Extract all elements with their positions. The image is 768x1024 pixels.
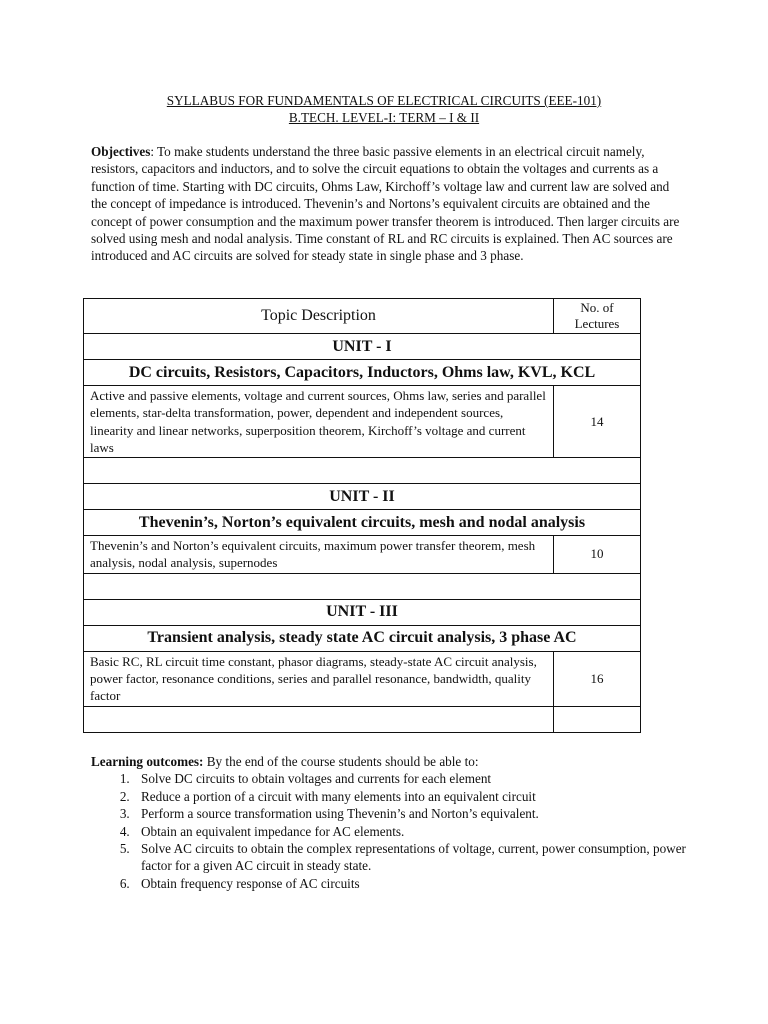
unit-3-lectures: 16 <box>554 651 641 706</box>
unit-2-subtitle: Thevenin’s, Norton’s equivalent circuits, mesh and nodal analysis <box>84 510 641 536</box>
unit-3-subtitle-row <box>84 625 641 651</box>
list-item: 5. Solve AC circuits to obtain the complex representations of voltage, current, power consumption, power factor for a given AC circuit in steady state. <box>133 840 691 875</box>
list-item: 2. Reduce a portion of a circuit with many elements into an equivalent circuit <box>133 788 691 805</box>
unit-1-subtitle: DC circuits, Resistors, Capacitors, Inductors, Ohms law, KVL, KCL <box>84 360 641 386</box>
table-header-row <box>84 299 641 334</box>
unit-1-content: Active and passive elements, voltage and current sources, Ohms law, series and parallel elements, star-delta transformation, power, dependent and independent sources, linearity and linear networks, superposition theorem, Kirchoff’s voltage and current laws <box>84 386 554 458</box>
objectives-text: : To make students understand the three basic passive elements in an electrical circuit namely, resistors, capacitors and inductors, and to solve the circuit equations to obtain the voltages and currents as a function of time. Starting with DC circuits, Ohms Law, Kirchoff’s voltage law and current law are solved and the concept of impedance is introduced. Thevenin’s and Nortons’s equivalent circuits are obtained and the concept of power consumption and the maximum power transfer theorem is introduced. Then larger circuits are solved using mesh and nodal analysis. Time constant of RL and RC circuits is explained. Then AC sources are introduced and AC circuits are solved for steady state in single phase and 3 phase. <box>91 144 680 264</box>
unit-3-title-row <box>84 599 641 625</box>
unit-2-blank-row <box>84 573 641 599</box>
header-no-of-lectures: No. of Lectures <box>554 299 641 334</box>
blank-cell <box>554 706 641 732</box>
outcomes-intro-text: By the end of the course students should be able to: <box>203 754 479 769</box>
outcomes-list <box>91 770 691 892</box>
list-item: 1. Solve DC circuits to obtain voltages and currents for each element <box>133 770 691 787</box>
list-item: 4. Obtain an equivalent impedance for AC elements. <box>133 823 691 840</box>
list-item: 3. Perform a source transformation using Thevenin’s and Norton’s equivalent. <box>133 805 691 822</box>
list-item: 6. Obtain frequency response of AC circuits <box>133 875 691 892</box>
learning-outcomes <box>91 753 691 892</box>
syllabus-subtitle: B.TECH. LEVEL-I: TERM – I & II <box>288 110 480 125</box>
unit-1-content-row <box>84 386 641 458</box>
blank-cell <box>84 706 554 732</box>
syllabus-title: SYLLABUS FOR FUNDAMENTALS OF ELECTRICAL CIRCUITS (EEE-101) <box>166 93 602 108</box>
header-topic-description: Topic Description <box>84 299 554 334</box>
unit-3-blank-row <box>84 706 641 732</box>
blank-cell <box>84 458 641 484</box>
unit-1-lectures: 14 <box>554 386 641 458</box>
unit-3-title: UNIT - III <box>84 599 641 625</box>
unit-2-subtitle-row <box>84 510 641 536</box>
objectives-paragraph <box>91 143 681 265</box>
unit-1-title-row <box>84 334 641 360</box>
unit-1-blank-row <box>84 458 641 484</box>
unit-2-content: Thevenin’s and Norton’s equivalent circuits, maximum power transfer theorem, mesh analysis, nodal analysis, supernodes <box>84 536 554 574</box>
unit-3-subtitle: Transient analysis, steady state AC circuit analysis, 3 phase AC <box>84 625 641 651</box>
objectives-label: Objectives <box>91 144 151 159</box>
unit-2-content-row <box>84 536 641 574</box>
unit-2-title-row <box>84 484 641 510</box>
blank-cell <box>84 573 641 599</box>
syllabus-table <box>83 298 641 733</box>
unit-1-title: UNIT - I <box>84 334 641 360</box>
unit-3-content-row <box>84 651 641 706</box>
unit-2-lectures: 10 <box>554 536 641 574</box>
unit-1-subtitle-row <box>84 360 641 386</box>
unit-3-content: Basic RC, RL circuit time constant, phasor diagrams, steady-state AC circuit analysis, power factor, resonance conditions, series and parallel resonance, bandwidth, quality factor <box>84 651 554 706</box>
outcomes-intro <box>91 753 691 770</box>
unit-2-title: UNIT - II <box>84 484 641 510</box>
outcomes-label: Learning outcomes: <box>91 754 204 769</box>
